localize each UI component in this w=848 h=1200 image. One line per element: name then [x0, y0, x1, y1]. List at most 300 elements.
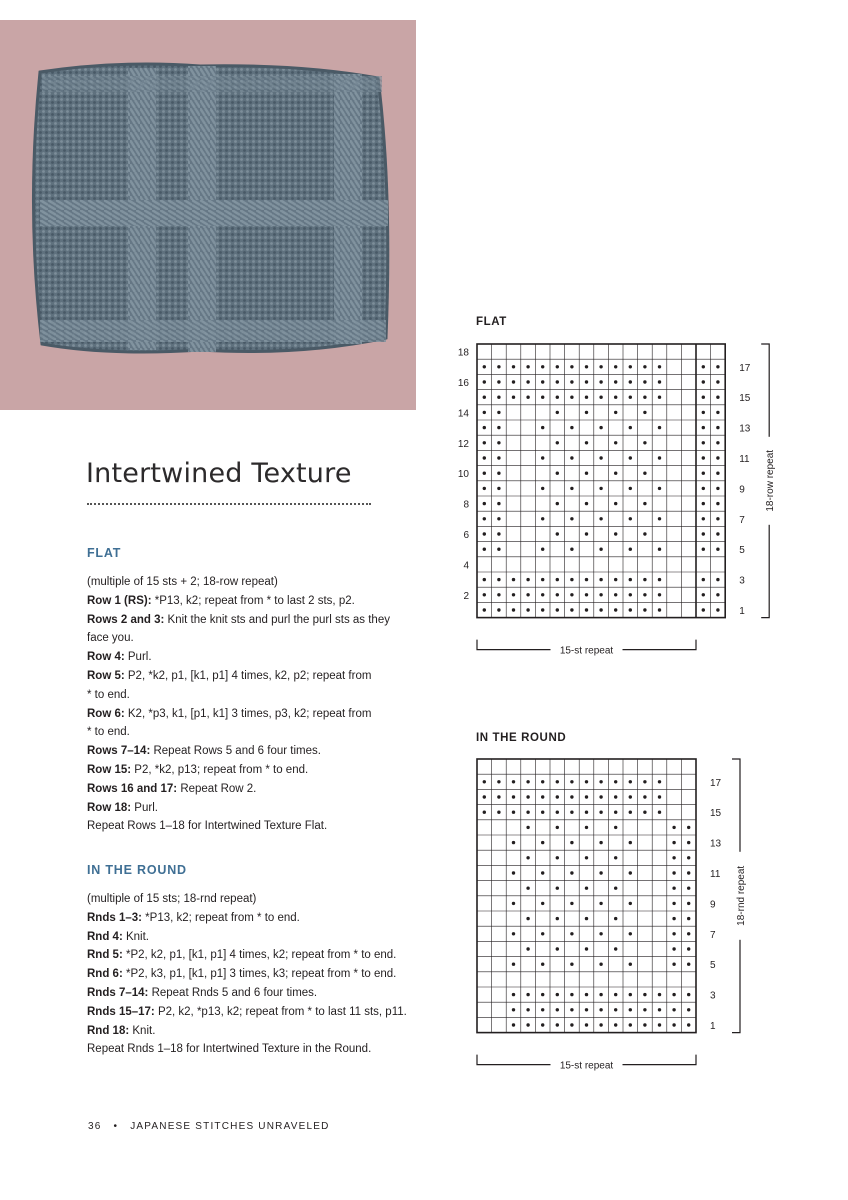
flat-chart-purl-dot	[614, 502, 617, 505]
flat-chart-purl-dot	[483, 608, 486, 611]
round-chart-purl-dot	[599, 841, 602, 844]
flat-chart-purl-dot	[497, 426, 500, 429]
round-chart-purl-dot	[556, 795, 559, 798]
round-instruction-line-text: Knit.	[125, 930, 149, 943]
round-chart-purl-dot	[687, 1023, 690, 1026]
flat-chart-purl-dot	[599, 426, 602, 429]
flat-chart-row-number: 5	[739, 545, 745, 557]
flat-chart-purl-dot	[702, 411, 705, 414]
round-chart-purl-dot	[643, 993, 646, 996]
flat-chart-purl-dot	[512, 365, 515, 368]
flat-instruction-line-text: Knit the knit sts and purl the purl sts as they	[167, 613, 390, 626]
flat-instruction-line	[87, 723, 427, 742]
flat-instruction-line-text: *P13, k2; repeat from * to last 2 sts, p2.	[154, 594, 355, 607]
flat-chart-purl-dot	[702, 426, 705, 429]
round-chart-purl-dot	[585, 856, 588, 859]
flat-chart-purl-dot	[629, 396, 632, 399]
flat-chart-purl-dot	[570, 487, 573, 490]
round-chart-purl-dot	[599, 902, 602, 905]
round-chart-purl-dot	[658, 780, 661, 783]
round-chart-purl-dot	[599, 1023, 602, 1026]
flat-chart-purl-dot	[570, 608, 573, 611]
round-chart-purl-dot	[672, 887, 675, 890]
flat-chart-purl-dot	[483, 502, 486, 505]
flat-chart-purl-dot	[556, 380, 559, 383]
flat-chart-purl-dot	[716, 426, 719, 429]
flat-chart-purl-dot	[599, 578, 602, 581]
flat-chart-purl-dot	[483, 487, 486, 490]
flat-chart-row-number-left: 12	[457, 438, 469, 450]
round-chart-purl-dot	[672, 871, 675, 874]
flat-instruction-line	[87, 799, 427, 818]
round-chart-purl-dot	[614, 795, 617, 798]
flat-chart-purl-dot	[643, 396, 646, 399]
flat-chart-purl-dot	[599, 593, 602, 596]
flat-chart-purl-dot	[702, 472, 705, 475]
flat-chart-purl-dot	[497, 380, 500, 383]
round-chart-purl-dot	[585, 826, 588, 829]
round-chart-purl-dot	[585, 947, 588, 950]
flat-chart-purl-dot	[585, 396, 588, 399]
flat-chart-purl-dot	[512, 593, 515, 596]
round-instruction-line	[87, 984, 447, 1003]
flat-chart-purl-dot	[599, 456, 602, 459]
flat-chart-purl-dot	[658, 517, 661, 520]
round-chart-purl-dot	[570, 993, 573, 996]
round-chart-purl-dot	[687, 932, 690, 935]
flat-chart-purl-dot	[614, 472, 617, 475]
flat-chart-purl-dot	[614, 532, 617, 535]
round-chart-purl-dot	[672, 841, 675, 844]
flat-chart-purl-dot	[599, 608, 602, 611]
flat-chart-label: FLAT	[476, 316, 507, 328]
flat-chart-purl-dot	[541, 380, 544, 383]
round-chart-purl-dot	[541, 1023, 544, 1026]
flat-chart-purl-dot	[643, 578, 646, 581]
round-instruction-line	[87, 965, 447, 984]
flat-chart-purl-dot	[716, 365, 719, 368]
flat-instruction-line-text: Repeat Rows 5 and 6 four times.	[153, 745, 321, 758]
round-instruction-line-label: Rnds 15–17:	[87, 1005, 158, 1018]
flat-chart-purl-dot	[585, 578, 588, 581]
flat-chart-purl-dot	[483, 456, 486, 459]
flat-chart-purl-dot	[585, 365, 588, 368]
flat-instruction-line-text: Repeat Row 2.	[180, 782, 257, 795]
round-chart-purl-dot	[570, 780, 573, 783]
round-chart-purl-dot	[643, 780, 646, 783]
flat-instruction-line	[87, 667, 427, 686]
flat-chart-purl-dot	[658, 548, 661, 551]
round-chart-purl-dot	[599, 871, 602, 874]
round-chart-purl-dot	[570, 963, 573, 966]
flat-chart-purl-dot	[585, 411, 588, 414]
round-instruction-line-label: Rnd 18:	[87, 1024, 133, 1037]
round-chart-purl-dot	[512, 1008, 515, 1011]
flat-chart-purl-dot	[541, 608, 544, 611]
round-chart-purl-dot	[556, 917, 559, 920]
round-chart-row-number: 5	[710, 960, 716, 972]
knitted-swatch-image	[0, 20, 416, 410]
round-chart-row-number: 15	[710, 808, 722, 820]
footer-bullet: •	[113, 1121, 119, 1132]
round-chart-purl-dot	[570, 811, 573, 814]
round-chart-purl-dot	[585, 1023, 588, 1026]
round-chart-purl-dot	[614, 917, 617, 920]
flat-chart-purl-dot	[483, 380, 486, 383]
round-chart-purl-dot	[570, 795, 573, 798]
flat-chart-purl-dot	[614, 608, 617, 611]
flat-instruction-line-text: * to end.	[87, 688, 130, 701]
flat-chart-purl-dot	[702, 502, 705, 505]
round-chart-purl-dot	[556, 887, 559, 890]
round-chart-purl-dot	[526, 826, 529, 829]
flat-chart-purl-dot	[629, 608, 632, 611]
round-chart-purl-dot	[541, 902, 544, 905]
round-chart-purl-dot	[497, 795, 500, 798]
round-chart-row-number: 9	[710, 899, 716, 911]
round-chart-purl-dot	[541, 932, 544, 935]
flat-instruction-line	[87, 780, 427, 799]
round-chart-purl-dot	[556, 1008, 559, 1011]
flat-chart-purl-dot	[629, 578, 632, 581]
round-chart-purl-dot	[526, 780, 529, 783]
flat-chart-purl-dot	[716, 608, 719, 611]
flat-chart-purl-dot	[716, 396, 719, 399]
round-chart-purl-dot	[512, 871, 515, 874]
round-chart-purl-dot	[541, 780, 544, 783]
round-chart-purl-dot	[512, 795, 515, 798]
flat-chart-purl-dot	[716, 593, 719, 596]
round-chart-purl-dot	[585, 795, 588, 798]
title-divider	[87, 503, 371, 505]
round-chart-purl-dot	[629, 795, 632, 798]
round-chart-purl-dot	[614, 1008, 617, 1011]
flat-chart-purl-dot	[570, 593, 573, 596]
flat-chart-purl-dot	[614, 593, 617, 596]
round-chart-purl-dot	[497, 811, 500, 814]
round-chart-purl-dot	[658, 1023, 661, 1026]
round-chart-purl-dot	[629, 811, 632, 814]
flat-instruction-line-label: Row 5:	[87, 669, 128, 682]
book-title: JAPANESE STITCHES UNRAVELED	[130, 1121, 330, 1132]
flat-chart-purl-dot	[716, 517, 719, 520]
flat-chart-purl-dot	[716, 548, 719, 551]
flat-chart-purl-dot	[497, 532, 500, 535]
flat-chart-purl-dot	[658, 380, 661, 383]
round-chart-purl-dot	[599, 811, 602, 814]
round-chart-purl-dot	[687, 841, 690, 844]
round-instruction-line-text: Repeat Rnds 1–18 for Intertwined Texture in the Round.	[87, 1043, 372, 1056]
flat-chart-purl-dot	[556, 411, 559, 414]
round-chart-purl-dot	[541, 993, 544, 996]
flat-chart-purl-dot	[643, 411, 646, 414]
flat-chart-row-number: 11	[739, 454, 750, 465]
flat-chart-purl-dot	[570, 548, 573, 551]
round-chart-purl-dot	[526, 917, 529, 920]
flat-chart-purl-dot	[716, 487, 719, 490]
round-chart-purl-dot	[541, 871, 544, 874]
flat-chart-purl-dot	[702, 608, 705, 611]
flat-chart-purl-dot	[541, 593, 544, 596]
flat-instruction-line-text: Purl.	[134, 801, 158, 814]
round-stitch-chart	[440, 745, 800, 1085]
round-chart-purl-dot	[614, 826, 617, 829]
round-chart-purl-dot	[614, 856, 617, 859]
flat-chart-purl-dot	[541, 487, 544, 490]
flat-chart-purl-dot	[483, 472, 486, 475]
flat-chart-purl-dot	[526, 365, 529, 368]
flat-chart-purl-dot	[541, 578, 544, 581]
flat-chart-row-number: 7	[739, 514, 745, 526]
flat-chart-purl-dot	[497, 608, 500, 611]
round-chart-purl-dot	[614, 947, 617, 950]
flat-chart-purl-dot	[541, 365, 544, 368]
flat-chart-row-number: 13	[739, 423, 751, 435]
flat-instruction-line	[87, 686, 427, 705]
round-chart-purl-dot	[512, 1023, 515, 1026]
flat-chart-purl-dot	[541, 396, 544, 399]
round-instruction-line	[87, 1040, 447, 1059]
round-chart-purl-dot	[570, 932, 573, 935]
round-chart-purl-dot	[687, 947, 690, 950]
flat-chart-purl-dot	[541, 456, 544, 459]
flat-chart-purl-dot	[702, 441, 705, 444]
flat-chart-purl-dot	[629, 426, 632, 429]
round-chart-purl-dot	[541, 811, 544, 814]
round-chart-purl-dot	[643, 1008, 646, 1011]
flat-chart-purl-dot	[585, 472, 588, 475]
round-chart-purl-dot	[526, 811, 529, 814]
flat-chart-row-number-left: 6	[463, 530, 469, 541]
round-chart-purl-dot	[512, 780, 515, 783]
flat-instruction-line-text: P2, *k2, p1, [k1, p1] 4 times, k2, p2; repeat from	[127, 669, 372, 682]
round-instruction-line-text: Knit.	[132, 1024, 156, 1037]
flat-instruction-line-text: Purl.	[127, 651, 152, 664]
flat-chart-purl-dot	[716, 456, 719, 459]
flat-instruction-line-label: Row 6:	[87, 707, 128, 720]
flat-chart-purl-dot	[570, 365, 573, 368]
flat-chart-purl-dot	[585, 593, 588, 596]
flat-chart-purl-dot	[614, 396, 617, 399]
flat-chart-purl-dot	[658, 456, 661, 459]
flat-chart-row-number: 15	[739, 393, 751, 405]
flat-instruction-line	[87, 592, 427, 611]
round-chart-purl-dot	[541, 963, 544, 966]
swatch-photo	[0, 20, 416, 410]
round-chart-purl-dot	[512, 993, 515, 996]
flat-heading: FLAT	[87, 546, 122, 560]
page-footer	[88, 1121, 330, 1132]
round-instruction-line	[87, 1003, 447, 1022]
round-instruction-line-label: Rnds 7–14:	[87, 986, 152, 999]
flat-chart-side-label: 18-row repeat	[765, 449, 777, 512]
round-chart-purl-dot	[526, 993, 529, 996]
page-number: 36	[88, 1121, 102, 1132]
flat-chart-purl-dot	[526, 608, 529, 611]
round-chart-purl-dot	[512, 932, 515, 935]
flat-chart-purl-dot	[629, 593, 632, 596]
round-chart-side-label: 18-rnd repeat	[736, 865, 747, 926]
flat-chart-purl-dot	[643, 472, 646, 475]
flat-chart-purl-dot	[526, 380, 529, 383]
flat-chart-purl-dot	[702, 365, 705, 368]
round-chart-purl-dot	[672, 1008, 675, 1011]
round-chart-purl-dot	[570, 841, 573, 844]
round-chart-purl-dot	[526, 887, 529, 890]
flat-chart-purl-dot	[570, 456, 573, 459]
flat-chart-repeat-label: 15-st repeat	[559, 645, 614, 657]
flat-chart-purl-dot	[497, 502, 500, 505]
flat-chart-purl-dot	[599, 548, 602, 551]
round-chart-purl-dot	[672, 902, 675, 905]
round-chart-purl-dot	[556, 826, 559, 829]
flat-chart-purl-dot	[483, 548, 486, 551]
round-chart-purl-dot	[599, 993, 602, 996]
flat-chart-purl-dot	[599, 487, 602, 490]
flat-instruction-line	[87, 817, 427, 836]
flat-chart-purl-dot	[702, 548, 705, 551]
round-chart-purl-dot	[687, 826, 690, 829]
round-chart-purl-dot	[556, 780, 559, 783]
flat-chart-purl-dot	[526, 593, 529, 596]
round-chart-purl-dot	[629, 1008, 632, 1011]
flat-chart-purl-dot	[570, 578, 573, 581]
flat-chart-purl-dot	[570, 426, 573, 429]
round-chart-purl-dot	[672, 993, 675, 996]
flat-chart-purl-dot	[629, 517, 632, 520]
round-chart-purl-dot	[526, 795, 529, 798]
round-chart-row-number: 3	[710, 990, 716, 1002]
flat-chart-purl-dot	[556, 608, 559, 611]
flat-chart-purl-dot	[497, 487, 500, 490]
flat-instruction-line-text: face you.	[87, 632, 134, 645]
flat-chart-purl-dot	[541, 548, 544, 551]
round-chart-purl-dot	[672, 963, 675, 966]
flat-chart-purl-dot	[483, 411, 486, 414]
flat-chart-purl-dot	[483, 441, 486, 444]
round-chart-row-number: 17	[710, 777, 722, 789]
flat-chart-purl-dot	[497, 396, 500, 399]
flat-instruction-line	[87, 629, 427, 648]
round-chart-purl-dot	[643, 811, 646, 814]
flat-chart-purl-dot	[556, 472, 559, 475]
flat-instruction-line	[87, 648, 427, 667]
round-chart-purl-dot	[512, 811, 515, 814]
round-chart-purl-dot	[483, 811, 486, 814]
round-chart-purl-dot	[541, 1008, 544, 1011]
flat-chart-purl-dot	[702, 456, 705, 459]
flat-chart-purl-dot	[512, 608, 515, 611]
flat-chart-purl-dot	[599, 365, 602, 368]
flat-chart-purl-dot	[716, 380, 719, 383]
flat-chart-purl-dot	[716, 411, 719, 414]
flat-chart-purl-dot	[614, 441, 617, 444]
round-chart-purl-dot	[687, 856, 690, 859]
flat-chart-purl-dot	[643, 608, 646, 611]
flat-instruction-line-label: Rows 2 and 3:	[87, 613, 168, 626]
round-chart-purl-dot	[629, 1023, 632, 1026]
flat-chart-purl-dot	[556, 532, 559, 535]
round-chart-row-number: 1	[710, 1021, 716, 1032]
round-chart-purl-dot	[599, 932, 602, 935]
round-chart-purl-dot	[526, 947, 529, 950]
round-chart-purl-dot	[599, 1008, 602, 1011]
round-chart-purl-dot	[672, 947, 675, 950]
flat-chart-purl-dot	[556, 396, 559, 399]
flat-chart-purl-dot	[716, 502, 719, 505]
round-chart-row-number: 13	[710, 838, 722, 850]
round-chart-purl-dot	[614, 1023, 617, 1026]
round-chart-purl-dot	[629, 841, 632, 844]
round-chart-purl-dot	[672, 917, 675, 920]
flat-chart-purl-dot	[599, 396, 602, 399]
round-chart-purl-dot	[614, 993, 617, 996]
round-chart-purl-dot	[658, 795, 661, 798]
flat-chart-row-number: 9	[739, 484, 745, 496]
flat-chart-purl-dot	[643, 593, 646, 596]
flat-chart-purl-dot	[497, 593, 500, 596]
flat-chart-purl-dot	[497, 472, 500, 475]
flat-chart-purl-dot	[570, 380, 573, 383]
flat-chart-purl-dot	[658, 426, 661, 429]
flat-chart-purl-dot	[556, 441, 559, 444]
flat-instruction-line-text: * to end.	[87, 726, 130, 739]
round-instruction-line	[87, 946, 447, 965]
flat-chart-purl-dot	[658, 578, 661, 581]
flat-chart-purl-dot	[702, 487, 705, 490]
round-instruction-line	[87, 1022, 447, 1041]
round-chart-repeat-label: 15-st repeat	[559, 1060, 614, 1072]
round-chart-purl-dot	[526, 1023, 529, 1026]
round-chart-purl-dot	[526, 1008, 529, 1011]
flat-chart-purl-dot	[570, 396, 573, 399]
round-chart-purl-dot	[629, 780, 632, 783]
round-chart-purl-dot	[672, 856, 675, 859]
flat-chart-row-number-left: 2	[463, 590, 469, 602]
flat-chart-purl-dot	[658, 365, 661, 368]
round-chart-purl-dot	[687, 963, 690, 966]
round-instruction-line-label: Rnds 1–3:	[87, 911, 146, 924]
flat-instruction-line-label: Row 15:	[87, 763, 135, 776]
round-chart-purl-dot	[556, 993, 559, 996]
flat-chart-row-number: 1	[739, 606, 745, 617]
flat-chart-purl-dot	[483, 578, 486, 581]
flat-chart-purl-dot	[585, 532, 588, 535]
round-chart-purl-dot	[658, 993, 661, 996]
flat-stitch-chart	[440, 330, 800, 670]
flat-chart-purl-dot	[643, 380, 646, 383]
flat-chart-purl-dot	[556, 365, 559, 368]
flat-chart-purl-dot	[483, 365, 486, 368]
flat-chart-purl-dot	[497, 578, 500, 581]
flat-chart-row-number-left: 4	[463, 560, 469, 572]
round-chart-purl-dot	[614, 780, 617, 783]
flat-chart-purl-dot	[629, 365, 632, 368]
round-instruction-line	[87, 909, 447, 928]
round-chart-purl-dot	[658, 811, 661, 814]
flat-chart-purl-dot	[497, 456, 500, 459]
flat-chart-purl-dot	[658, 593, 661, 596]
round-chart-purl-dot	[585, 917, 588, 920]
flat-chart-purl-dot	[614, 411, 617, 414]
flat-chart-purl-dot	[658, 487, 661, 490]
round-chart-purl-dot	[672, 1023, 675, 1026]
round-instruction-line-text: *P2, k3, p1, [k1, p1] 3 times, k3; repeat from * to end.	[125, 968, 397, 981]
flat-chart-purl-dot	[614, 365, 617, 368]
flat-instruction-line-label: Row 1 (RS):	[87, 594, 155, 607]
flat-chart-purl-dot	[570, 517, 573, 520]
flat-chart-purl-dot	[702, 396, 705, 399]
